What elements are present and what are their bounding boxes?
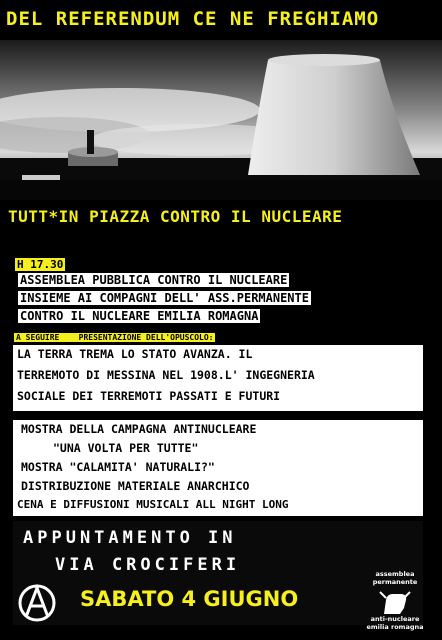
- logo-text-top-2: permanente: [372, 578, 418, 586]
- event-line-2: INSIEME AI COMPAGNI DELL' ASS.PERMANENTE: [20, 291, 309, 305]
- anarchy-symbol-icon: [17, 583, 57, 623]
- appointment-line-2: VIA CROCIFERI: [55, 555, 241, 575]
- cooling-tower-photo: [0, 40, 442, 200]
- event-line-1: ASSEMBLEA PUBBLICA CONTRO IL NUCLEARE: [20, 273, 288, 287]
- booklet-line-3: SOCIALE DEI TERREMOTI PASSATI E FUTURI: [17, 389, 281, 403]
- slogan: TUTT*IN PIAZZA CONTRO IL NUCLEARE: [8, 207, 343, 226]
- event-hour: H 17.30: [17, 258, 64, 271]
- assembly-logo: [360, 570, 430, 630]
- follow-text: PRESENTAZIONE DELL'OPUSCOLO:: [78, 333, 214, 342]
- logo-text-top-1: assemblea: [375, 570, 415, 578]
- appointment-line-1: APPUNTAMENTO IN: [23, 528, 237, 548]
- fist-icon: [360, 586, 430, 616]
- program-line-3: MOSTRA "CALAMITA' NATURALI?": [21, 460, 215, 474]
- booklet-box: [13, 345, 423, 411]
- program-line-4: DISTRIBUZIONE MATERIALE ANARCHICO: [21, 479, 250, 493]
- logo-text-bottom-2: emilia romagna: [366, 623, 424, 631]
- program-box: [13, 420, 423, 516]
- follow-prefix: A SEGUIRE: [16, 333, 60, 342]
- booklet-line-2: TERREMOTO DI MESSINA NEL 1908.L' INGEGNERIA: [17, 368, 315, 382]
- event-date: SABATO 4 GIUGNO: [80, 587, 299, 611]
- program-line-2: "UNA VOLTA PER TUTTE": [53, 441, 199, 455]
- event-line-3: CONTRO IL NUCLEARE EMILIA ROMAGNA: [20, 309, 259, 323]
- follow-label: [14, 333, 215, 342]
- program-line-1: MOSTRA DELLA CAMPAGNA ANTINUCLEARE: [21, 422, 257, 436]
- booklet-line-1: LA TERRA TREMA LO STATO AVANZA. IL: [17, 347, 253, 361]
- logo-text-bottom-1: anti-nucleare: [370, 615, 420, 623]
- poster-title: DEL REFERENDUM CE NE FREGHIAMO: [6, 8, 380, 30]
- program-line-5: CENA E DIFFUSIONI MUSICALI ALL NIGHT LONG: [17, 498, 289, 511]
